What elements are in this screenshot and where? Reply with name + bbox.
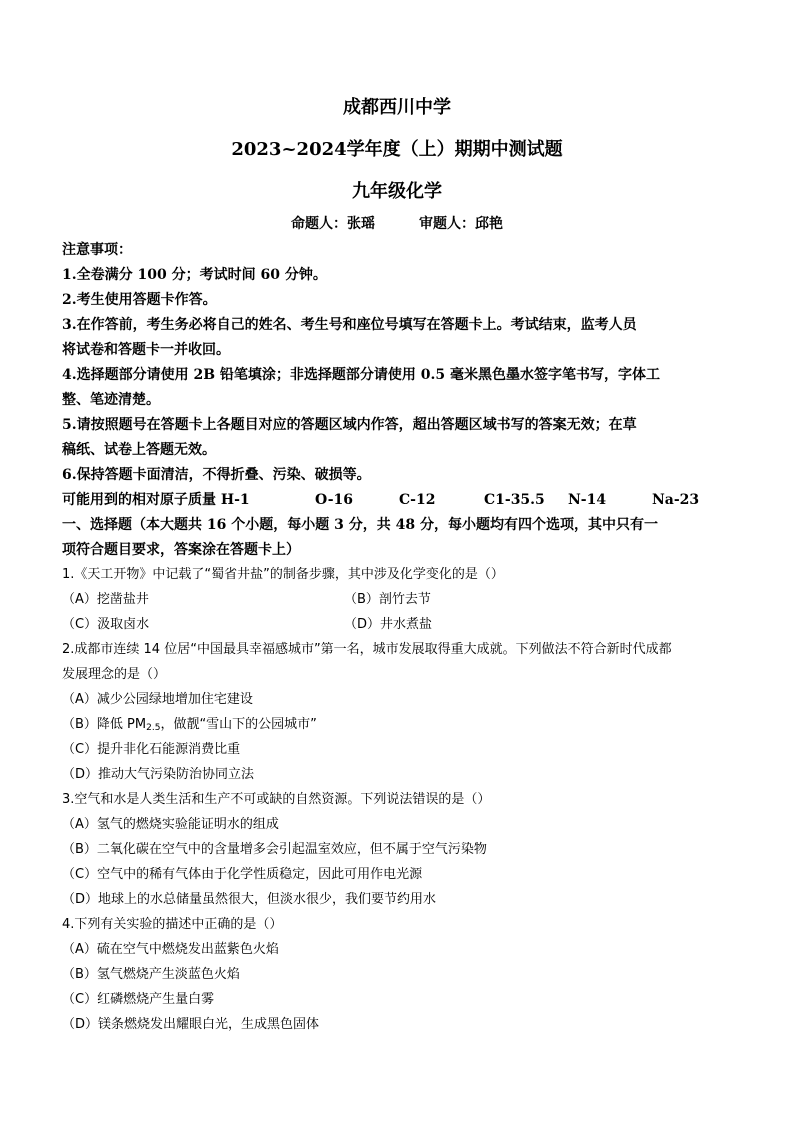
- pm-subscript: 2.5: [146, 723, 161, 733]
- question-4-option-a: （A）硫在空气中燃烧发出蓝紫色火焰: [62, 942, 279, 957]
- question-4-option-c: （C）红磷燃烧产生量白雾: [62, 992, 215, 1007]
- note-item: 整、笔迹清楚。: [62, 392, 160, 408]
- reviewer-label: 审题人：邱艳: [419, 216, 503, 232]
- question-2-option-c: （C）提升非化石能源消费比重: [62, 742, 241, 757]
- question-2-option-b: [62, 715, 317, 738]
- note-item: 1.全卷满分 100 分；考试时间 60 分钟。: [62, 267, 327, 283]
- question-4-option-b: （B）氢气燃烧产生淡蓝色火焰: [62, 967, 240, 982]
- question-3-stem: 3.空气和水是人类生活和生产不可或缺的自然资源。下列说法错误的是（）: [62, 792, 491, 807]
- atomic-mass-cl: C1-35.5: [484, 492, 545, 508]
- note-item: 将试卷和答题卡一并收回。: [62, 342, 230, 358]
- question-3-option-c: （C）空气中的稀有气体由于化学性质稳定，因此可用作电光源: [62, 867, 423, 882]
- note-item: 4.选择题部分请使用 2B 铅笔填涂；非选择题部分请使用 0.5 毫米黑色墨水签字笔书写，字体工: [62, 367, 661, 383]
- question-1-option-a: （A）挖凿盐井: [62, 592, 149, 607]
- note-item: 6.保持答题卡面清洁，不得折叠、污染、破损等。: [62, 467, 371, 483]
- note-item: 稿纸、试卷上答题无效。: [62, 442, 216, 458]
- option-b-text: （B）降低 PM: [62, 717, 147, 732]
- atomic-mass-o: O-16: [315, 492, 354, 508]
- question-2-option-d: （D）推动大气污染防治协同立法: [62, 767, 255, 782]
- question-2-option-a: （A）减少公园绿地增加住宅建设: [62, 692, 253, 707]
- note-item: 5.请按照题号在答题卡上各题目对应的答题区域内作答，超出答题区域书写的答案无效；在草: [62, 417, 637, 433]
- note-item: 2.考生使用答题卡作答。: [62, 292, 217, 308]
- note-item: 3.在作答前，考生务必将自己的姓名、考生号和座位号填写在答题卡上。考试结束，监考人员: [62, 317, 637, 333]
- atomic-mass-n: N-14: [568, 492, 607, 508]
- atomic-mass-na: Na-23: [652, 492, 700, 508]
- exam-title: 2023~2024学年度（上）期期中测试题: [231, 139, 563, 160]
- question-3-option-a: （A）氢气的燃烧实验能证明水的组成: [62, 817, 279, 832]
- section-heading-cont: 项符合题目要求，答案涂在答题卡上）: [62, 542, 300, 558]
- question-3-option-b: （B）二氧化碳在空气中的含量增多会引起温室效应，但不属于空气污染物: [62, 842, 487, 857]
- question-1-stem: 1.《天工开物》中记载了“蜀省井盐”的制备步骤，其中涉及化学变化的是（）: [62, 567, 504, 582]
- question-2-stem: 2.成都市连续 14 位居“中国最具幸福感城市”第一名，城市发展取得重大成就。下列做法不符合新时代成都: [62, 642, 672, 657]
- question-1-option-b: （B）剖竹去节: [344, 592, 431, 607]
- notes-heading: 注意事项：: [62, 242, 132, 258]
- question-3-option-d: （D）地球上的水总储量虽然很大，但淡水很少，我们要节约用水: [62, 892, 437, 907]
- atomic-mass-c: C-12: [399, 492, 436, 508]
- question-4-stem: 4.下列有关实验的描述中正确的是（）: [62, 917, 283, 932]
- authors-line: [0, 214, 794, 234]
- atomic-mass-label: 可能用到的相对原子质量 H-1: [62, 492, 250, 508]
- school-name: 成都西川中学: [343, 97, 451, 118]
- subject-title: 九年级化学: [352, 181, 442, 202]
- question-4-option-d: （D）镁条燃烧发出耀眼白光，生成黑色固体: [62, 1017, 320, 1032]
- question-2-stem-cont: 发展理念的是（）: [62, 667, 167, 682]
- author-label: 命题人：张瑶: [291, 216, 375, 232]
- question-1-option-d: （D）井水煮盐: [344, 617, 433, 632]
- question-1-option-c: （C）汲取卤水: [62, 617, 150, 632]
- section-heading: 一、选择题（本大题共 16 个小题，每小题 3 分，共 48 分，每小题均有四个选项，其中只有一: [62, 517, 658, 533]
- atomic-mass-line: [62, 490, 742, 510]
- option-b-tail: ，做靓“雪山下的公园城市”: [160, 717, 317, 732]
